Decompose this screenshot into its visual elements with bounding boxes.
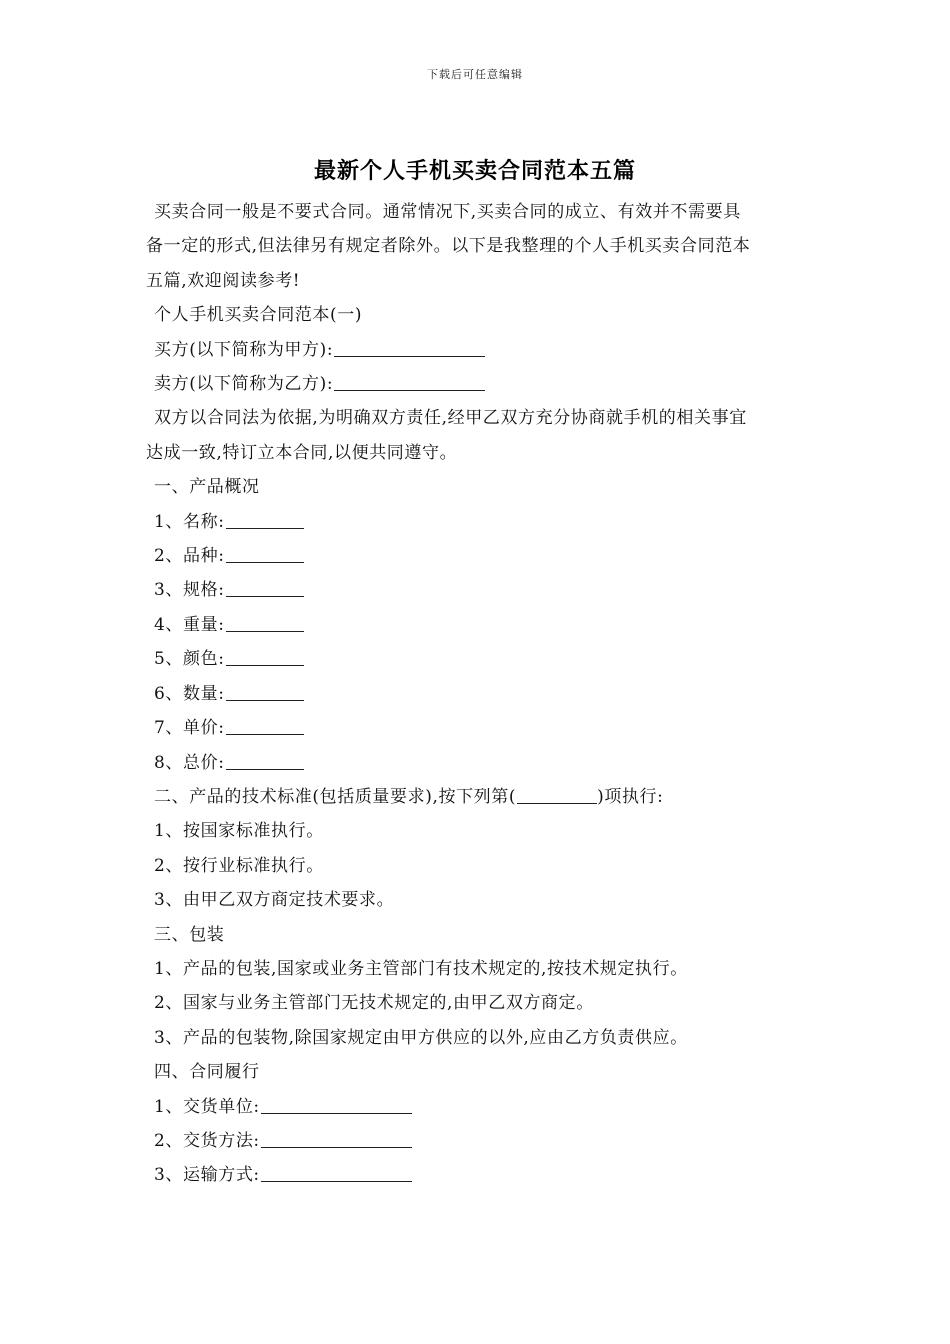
intro-line: 备一定的形式,但法律另有规定者除外。以下是我整理的个人手机买卖合同范本 [146,236,751,257]
performance-item-blank [261,1164,412,1182]
product-item-blank [226,545,304,563]
performance-item [146,1124,810,1158]
product-item [146,711,810,745]
buyer-label: 买方(以下简称为甲方): [154,339,334,360]
product-item-label: 1、名称: [154,511,225,532]
product-item-blank [226,648,304,666]
standard-item: 1、按国家标准执行。 [154,821,324,842]
product-item [146,677,810,711]
product-item [146,505,810,539]
product-item [146,539,810,573]
product-item-label: 2、品种: [154,546,225,567]
product-item-label: 5、颜色: [154,649,225,670]
buyer-line [146,333,810,367]
product-item-label: 8、总价: [154,752,225,773]
standard-choice-blank [517,786,597,804]
product-item-blank [226,717,304,735]
intro-line: 五篇,欢迎阅读参考! [146,270,301,291]
product-item-blank [226,752,304,770]
performance-item-label: 1、交货单位: [154,1096,260,1117]
product-item-blank [226,511,304,529]
performance-item-blank [261,1130,412,1148]
packaging-item: 3、产品的包装物,除国家规定由甲方供应的以外,应由乙方负责供应。 [154,1027,688,1048]
purpose-paragraph [146,401,810,470]
performance-item-label: 3、运输方式: [154,1165,260,1186]
document-title: 最新个人手机买卖合同范本五篇 [313,158,636,184]
seller-label: 卖方(以下简称为乙方): [154,374,334,395]
product-item-label: 6、数量: [154,683,225,704]
header-note: 下载后可任意编辑 [427,68,523,81]
section-heading: 个人手机买卖合同范本(一) [154,305,363,326]
performance-heading: 四、合同履行 [154,1062,260,1083]
packaging-item: 1、产品的包装,国家或业务主管部门有技术规定的,按技术规定执行。 [154,958,688,979]
seller-blank [334,373,485,391]
product-item [146,573,810,607]
performance-item [146,1158,810,1192]
intro-paragraph [146,195,810,298]
product-item-label: 3、规格: [154,580,225,601]
product-item [146,608,810,642]
packaging-heading: 三、包装 [154,924,225,945]
performance-item [146,1090,810,1124]
performance-item-blank [261,1096,412,1114]
standard-heading [146,780,810,814]
standard-heading-prefix: 二、产品的技术标准(包括质量要求),按下列第( [154,786,517,807]
product-item-blank [226,579,304,597]
product-item [146,642,810,676]
product-heading: 一、产品概况 [154,477,260,498]
performance-item-label: 2、交货方法: [154,1130,260,1151]
standard-item: 2、按行业标准执行。 [154,855,324,876]
product-item-label: 4、重量: [154,614,225,635]
purpose-line: 达成一致,特订立本合同,以便共同遵守。 [146,442,458,463]
purpose-line: 双方以合同法为依据,为明确双方责任,经甲乙双方充分协商就手机的相关事宜 [154,408,747,429]
seller-line [146,367,810,401]
intro-line: 买卖合同一般是不要式合同。通常情况下,买卖合同的成立、有效并不需要具 [154,202,741,222]
packaging-item: 2、国家与业务主管部门无技术规定的,由甲乙双方商定。 [154,993,594,1014]
product-item-blank [226,683,304,701]
standard-item: 3、由甲乙双方商定技术要求。 [154,890,395,911]
product-item-blank [226,614,304,632]
standard-heading-suffix: )项执行: [597,786,664,807]
document-body [146,195,810,1193]
product-item [146,746,810,780]
product-item-label: 7、单价: [154,718,225,739]
buyer-blank [334,339,485,357]
